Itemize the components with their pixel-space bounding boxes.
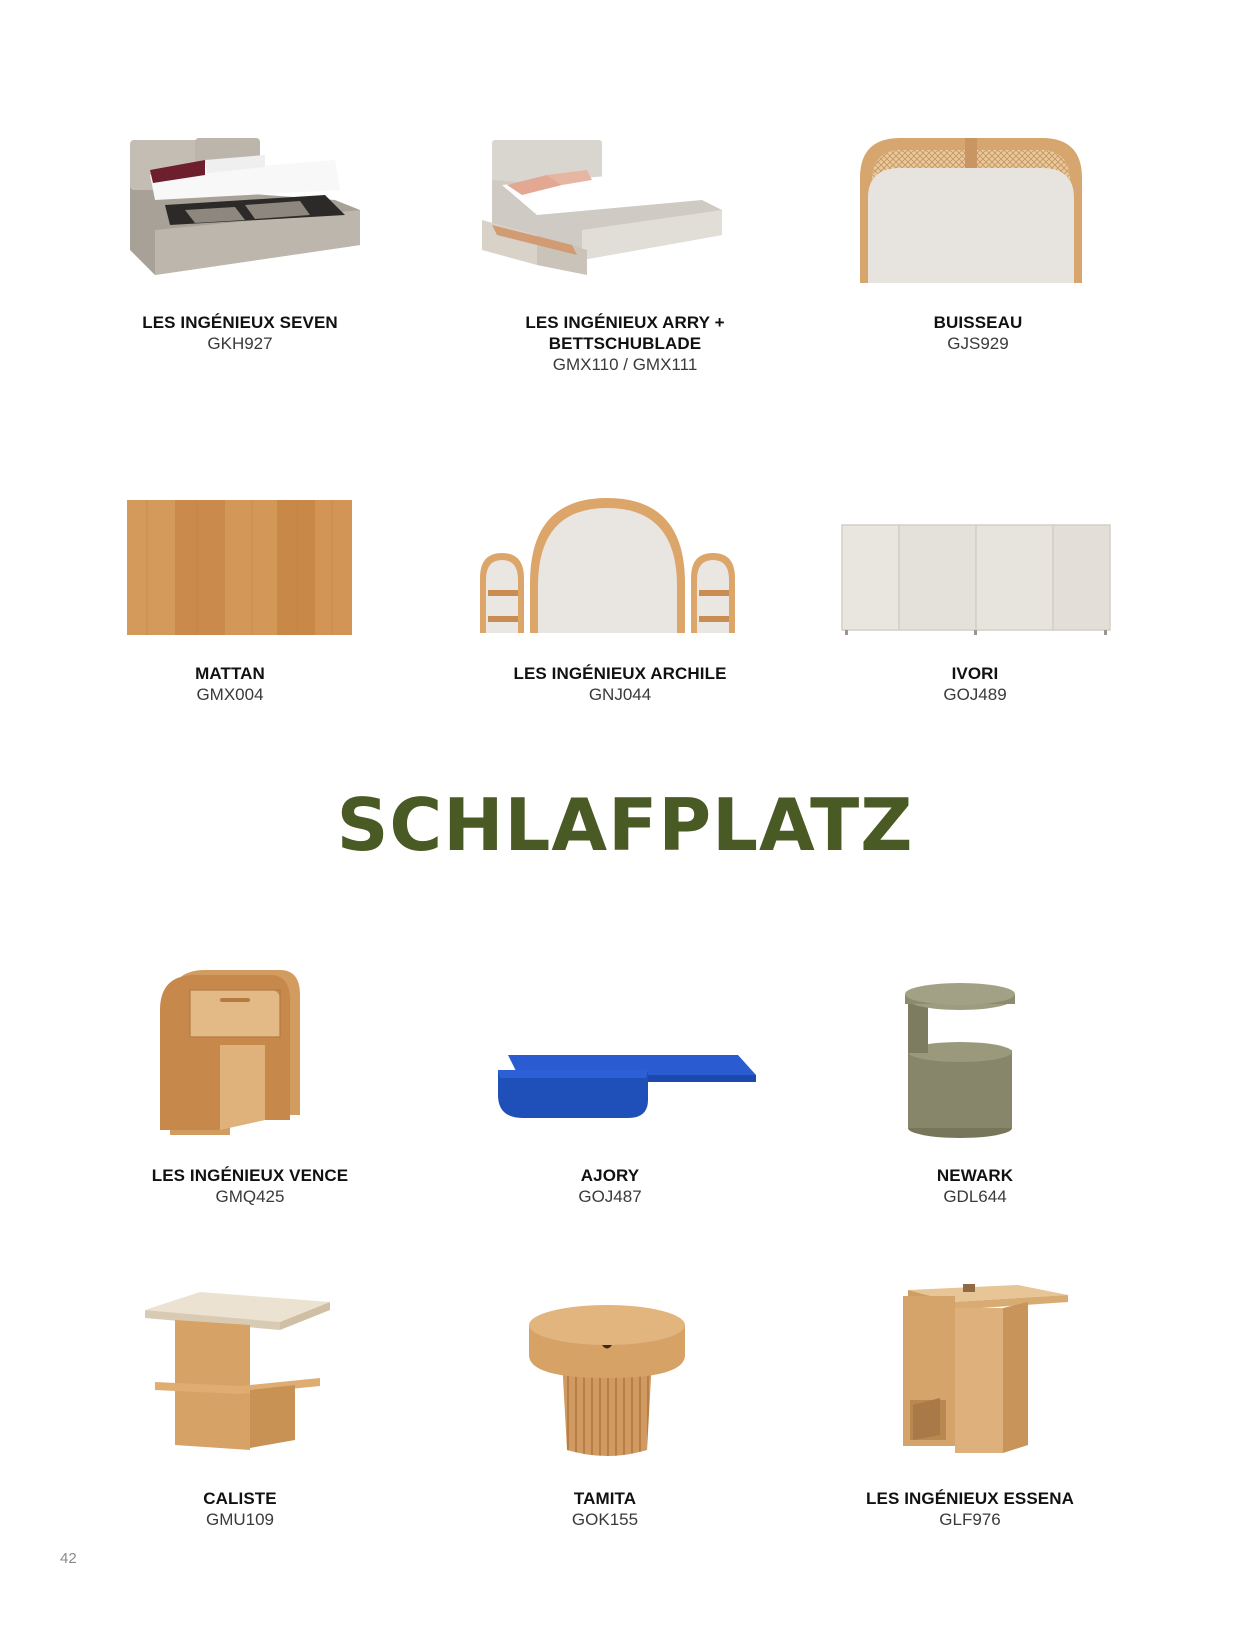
product-code: GJS929: [947, 334, 1009, 353]
product-code: GLF976: [939, 1510, 1001, 1529]
wood-headboard-icon: [127, 500, 352, 635]
product-code: GOJ489: [943, 685, 1007, 704]
product-name: AJORY: [580, 1166, 640, 1185]
product-code: GMX004: [196, 685, 264, 704]
product-name: LES INGÉNIEUX ARRY +: [525, 313, 725, 332]
page-number: 42: [60, 1550, 77, 1567]
product-name: LES INGÉNIEUX ESSENA: [866, 1489, 1074, 1508]
round-nightstand-icon: [903, 980, 1018, 1140]
storage-bed-icon: [125, 135, 365, 280]
product-name: CALISTE: [203, 1489, 277, 1508]
product-code: GMX110 / GMX111: [552, 355, 698, 374]
product-name-line2: BETTSCHUBLADE: [548, 334, 702, 353]
arch-headboard-icon: [480, 498, 735, 633]
product-name: LES INGÉNIEUX VENCE: [151, 1166, 349, 1185]
section-title: SCHLAFPLATZ: [336, 783, 914, 867]
product-code: GOJ487: [578, 1187, 642, 1206]
product-name: LES INGÉNIEUX ARCHILE: [513, 664, 727, 683]
product-name: LES INGÉNIEUX SEVEN: [142, 313, 338, 332]
cane-headboard-icon: [860, 138, 1082, 283]
drawer-bed-icon: [477, 140, 722, 280]
product-name: BUISSEAU: [933, 313, 1023, 332]
travertine-side-table-icon: [140, 1290, 335, 1450]
product-code: GDL644: [943, 1187, 1007, 1206]
product-name: IVORI: [951, 664, 999, 683]
product-code: GKH927: [207, 334, 273, 353]
product-code: GMQ425: [215, 1187, 285, 1206]
product-name: TAMITA: [573, 1489, 637, 1508]
product-name: NEWARK: [936, 1166, 1014, 1185]
product-code: GNJ044: [588, 685, 652, 704]
fluted-side-table-icon: [527, 1300, 687, 1460]
panel-headboard-icon: [842, 525, 1110, 635]
product-code: GMU109: [205, 1510, 275, 1529]
nightstand-icon: [160, 965, 305, 1135]
cross-side-table-icon: [898, 1280, 1068, 1455]
wall-shelf-icon: [498, 1050, 758, 1120]
product-name: MATTAN: [195, 664, 265, 683]
product-code: GOK155: [571, 1510, 639, 1529]
